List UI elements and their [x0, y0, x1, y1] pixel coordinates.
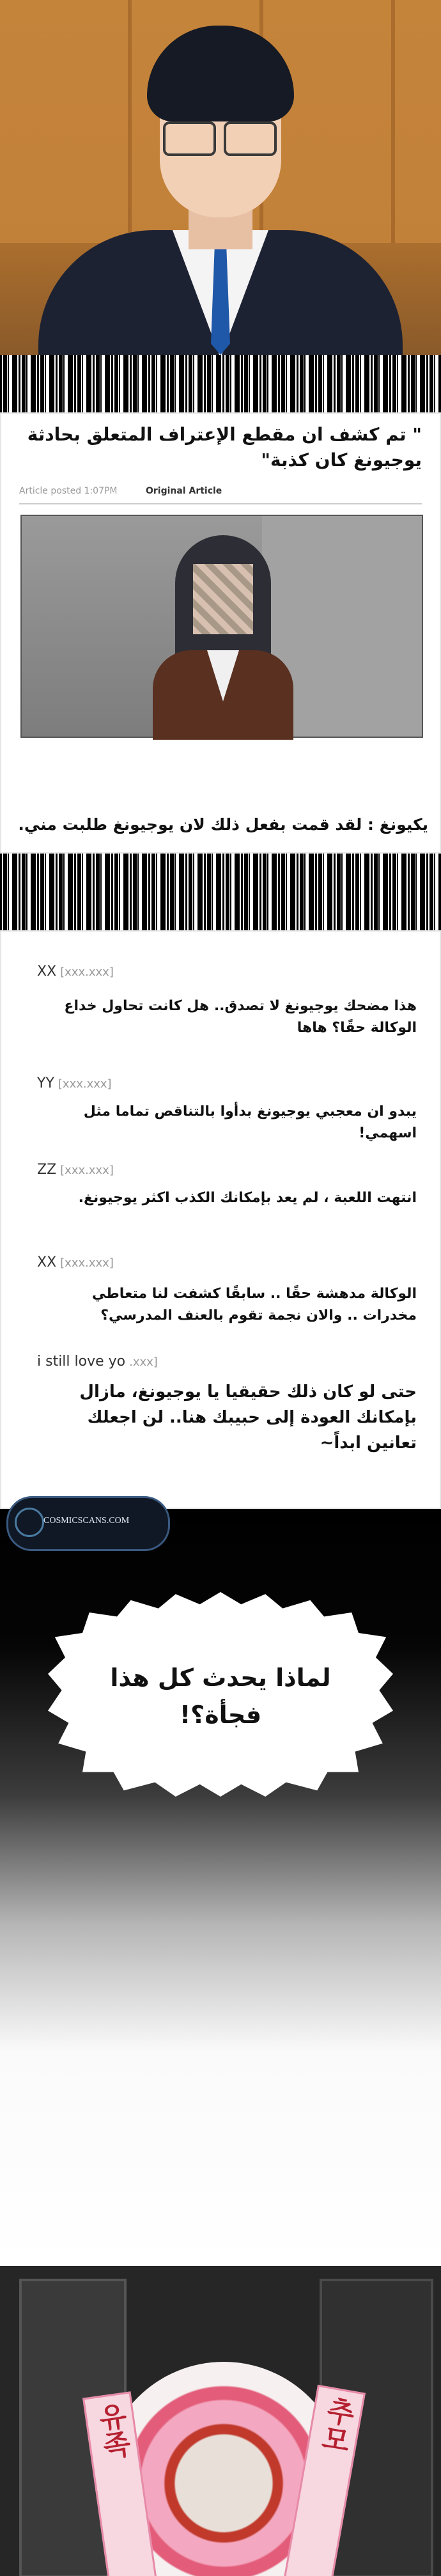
- comment-text: حتى لو كان ذلك حقيقيا يا يوجيونغ، مازال بإمكانك العودة إلى حبيبك هنا.. لن اجعلك تعانين ابداً~: [79, 1382, 417, 1453]
- comment-text: انتهت اللعبة ، لم يعد بإمكانك الكذب اكثر يوجيونغ.: [78, 1190, 417, 1206]
- speech-bubble-text: لماذا يحدث كل هذا فجأة؟!: [110, 1664, 331, 1729]
- news-article-panel: [0, 412, 441, 854]
- barcode-glitch-band: [0, 355, 441, 412]
- comment-user: XX [xxx.xxx]: [37, 964, 114, 980]
- comment-user: YY [xxx.xxx]: [37, 1075, 112, 1091]
- ribbon-left: 유족: [82, 2391, 158, 2576]
- comment-text: هذا مضحك يوجيونغ لا تصدق.. هل كانت تحاول خداع الوكالة حقًا؟ هاها: [64, 998, 417, 1036]
- comment-text: الوكالة مدهشة حقًا .. سابقًا كشفت لنا متعاطي مخدرات .. والان نجمة تقوم بالعنف المدرسي؟: [91, 1286, 417, 1323]
- article-photo: [20, 515, 423, 738]
- logo-icon: [15, 1508, 44, 1537]
- posted-time: Article posted 1:07PM: [19, 486, 118, 496]
- funeral-wreath-panel: [0, 2263, 441, 2576]
- ribbon-right: 추모: [284, 2385, 366, 2576]
- watermark-text: COSMICSCANS.COM: [43, 1516, 130, 1526]
- dark-gradient-panel: [0, 1509, 441, 2263]
- panel-man-in-suit: [0, 0, 441, 355]
- comment-user: ZZ [xxx.xxx]: [37, 1162, 114, 1178]
- barcode-glitch-band-2: [0, 854, 441, 930]
- article-type: Original Article: [145, 486, 222, 496]
- scanlation-watermark: [6, 1496, 170, 1551]
- comment-user: i still love yo .xxx]: [37, 1354, 158, 1370]
- comment-user: XX [xxx.xxx]: [37, 1254, 114, 1270]
- comments-panel: [0, 930, 441, 1509]
- pixelated-face: [193, 564, 253, 634]
- divider: [19, 503, 422, 504]
- glasses-icon: [163, 121, 278, 153]
- photo-caption: يكيونغ : لقد قمت بفعل ذلك لان يوجيونغ طلبت مني.: [18, 815, 428, 834]
- comment-text: يبدو ان معجبي يوجيونغ بدأوا بالتناقص تماما مثل اسهمي!: [83, 1104, 417, 1141]
- article-headline: " تم كشف ان مقطع الإعتراف المتعلق بحادثة يوجيونغ كان كذبة": [27, 424, 422, 471]
- article-meta: [19, 486, 222, 496]
